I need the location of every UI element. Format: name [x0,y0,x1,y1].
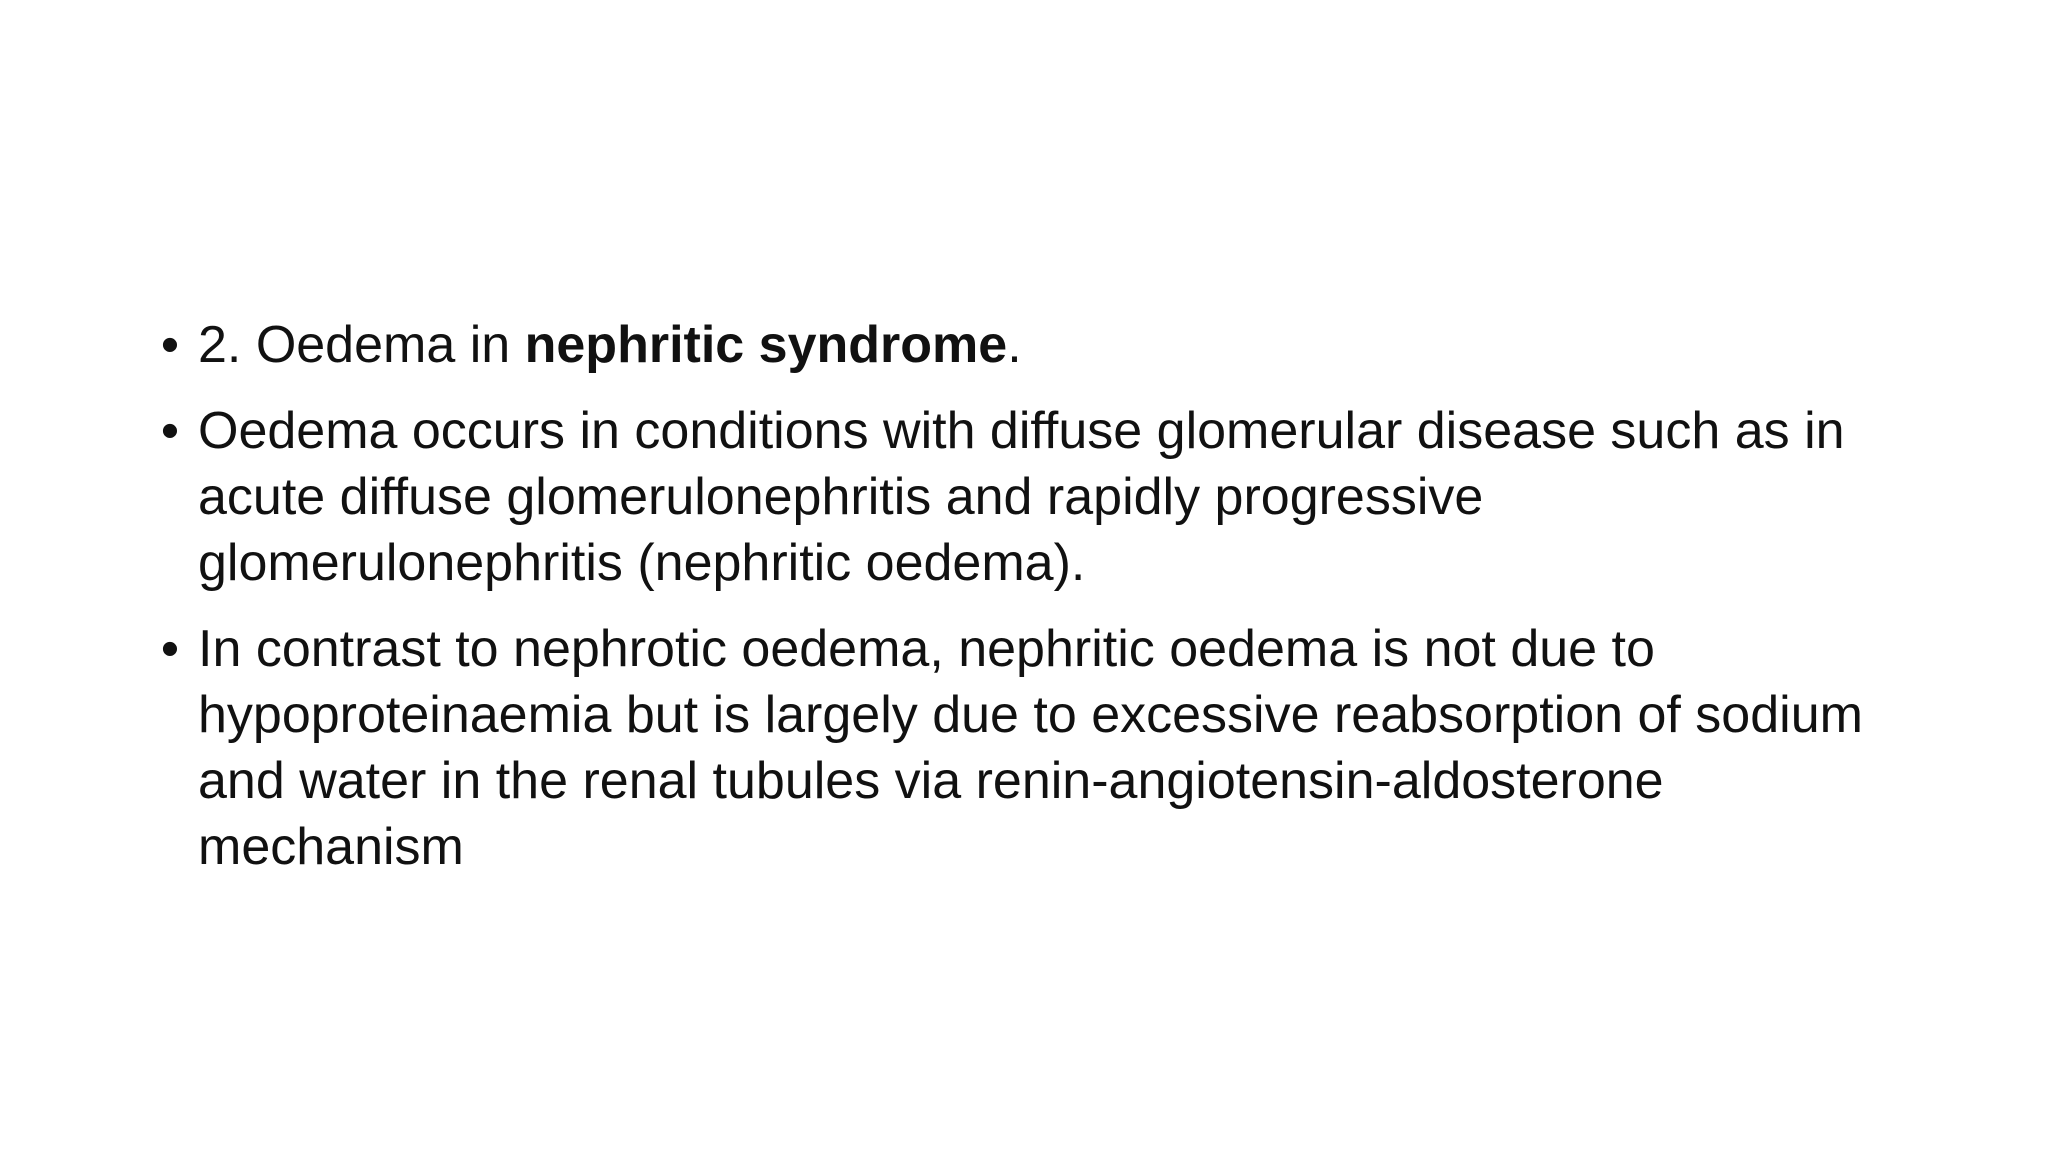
bullet-item-1 [150,312,1910,378]
bullet-2-text: Oedema occurs in conditions with diffuse glomerular disease such as in acute diffuse glomerulonephritis and rapidly progressive glomerulonephritis (nephritic oedema). [198,402,1845,592]
bullet-marker: • [160,402,180,460]
slide-content [150,312,1910,900]
bullet-3-text: In contrast to nephrotic oedema, nephritic oedema is not due to hypoproteinaemia but is largely due to excessive reabsorption of sodium and water in the renal tubules via renin-angiotensin-aldosterone mechanism [198,620,1863,876]
bullet-item-3 [150,616,1910,880]
bullet-1-suffix: . [1007,316,1022,374]
bullet-marker: • [160,316,180,374]
bullet-1-bold-term: nephritic syndrome [524,316,1008,374]
bullet-marker: • [160,620,180,678]
bullet-item-2 [150,398,1910,596]
bullet-1-prefix: 2. Oedema in [198,316,525,374]
bullet-list [150,312,1910,880]
